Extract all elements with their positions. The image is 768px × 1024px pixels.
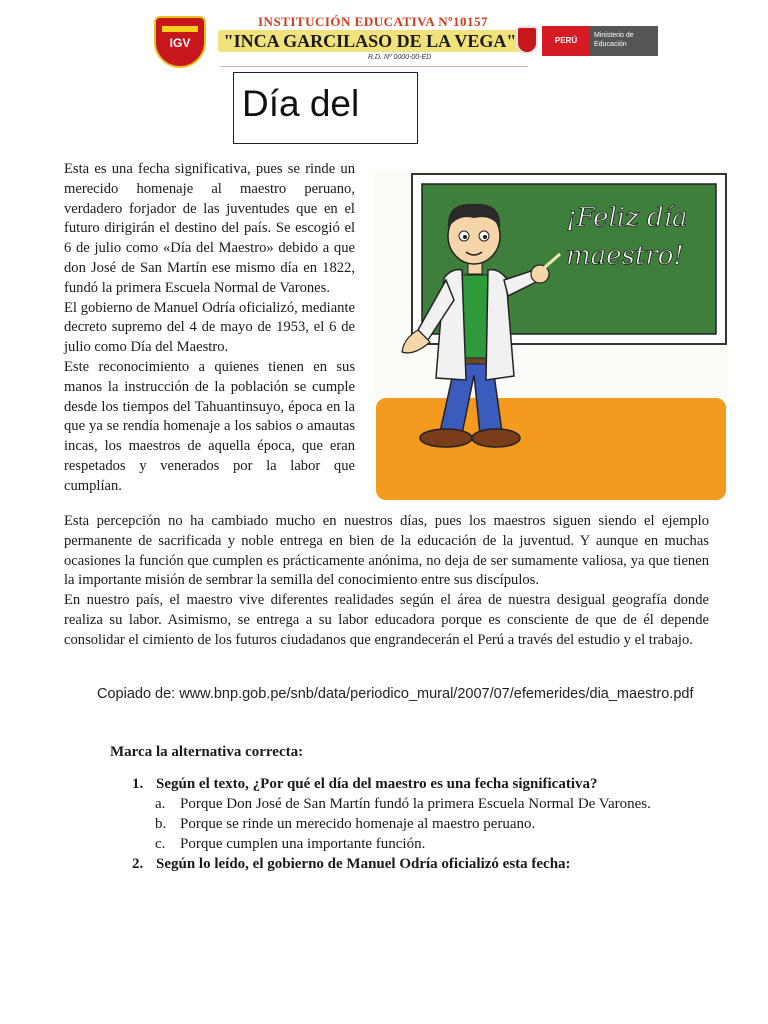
- school-logo: [154, 16, 206, 68]
- floor: [376, 398, 726, 500]
- teacher-illustration-svg: [374, 170, 727, 502]
- option-letter: c.: [155, 836, 166, 852]
- question-1: [110, 774, 670, 794]
- quiz-heading: Marca la alternativa correcta:: [110, 744, 304, 760]
- logo-stripe: [162, 26, 198, 32]
- question-number: 1.: [132, 776, 144, 792]
- peru-shield-icon: [516, 26, 538, 54]
- option-text: Porque se rinde un merecido homenaje al maestro peruano.: [180, 816, 536, 832]
- board-text-line1: ¡Feliz día: [566, 203, 688, 233]
- question-text: Según lo leído, el gobierno de Manuel Odría oficializó esta fecha:: [156, 856, 571, 872]
- option-text: Porque Don José de San Martín fundó la primera Escuela Normal De Varones.: [180, 796, 651, 812]
- peru-label: PERÚ: [542, 26, 590, 56]
- paragraph: Esta es una fecha significativa, pues se rinde un merecido homenaje al maestro peruano, verdadero forjador de las juventudes que en el futuro dirigirán el destino del país. Se escogió el 6 de julio como «Día del Maestro» debido a que don José de San Martín ese mismo día en 1822, fundó la primera Escuela Normal de Varones.: [64, 161, 355, 296]
- option-1b[interactable]: [110, 814, 670, 834]
- reading-text-column: [64, 160, 355, 497]
- school-institution-label: INSTITUCIÓN EDUCATIVA Nº10157: [258, 14, 488, 29]
- school-resolution: R.D. Nº 0000-00-ED: [368, 54, 432, 61]
- paragraph: Este reconocimiento a quienes tienen en sus manos la instrucción de la población se cumple desde los tiempos del Tahuantinsuyo, época en la que ya se rendía homenaje a los sabios o amautas incas, los maestros de aquella época, que eran respetados y venerados por la labor que cumplían.: [64, 358, 355, 494]
- option-1c[interactable]: [110, 834, 670, 854]
- paragraph: Esta percepción no ha cambiado mucho en nuestros días, pues los maestros siguen siendo el ejemplo permanente de sacrificada y noble entrega en bien de la educación de la juventud. Y aunque en muchas ocasiones la función que cumplen es prácticamente anónima, no deja de ser sumamente valiosa, ya que tienen la importante misión de sembrar la semilla del conocimiento entre sus discípulos.: [64, 513, 709, 589]
- logo-abbreviation: IGV: [169, 36, 191, 50]
- question-2: [110, 854, 670, 874]
- school-name: "INCA GARCILASO DE LA VEGA": [218, 30, 522, 52]
- reading-text-wide: [64, 512, 709, 651]
- option-letter: b.: [155, 816, 167, 832]
- teacher-illustration: [374, 170, 727, 502]
- ministry-logo: [516, 26, 658, 56]
- page-title: Día del: [242, 83, 360, 124]
- paragraph: En nuestro país, el maestro vive diferentes realidades según el área de nuestra desigual geografía donde realiza su labor. Asimismo, se entrega a su labor educadora porque es consciente de que de él depende consolidar el cimiento de los futuros ciudadanos que engrandecerán el Perú a través del estudio y el trabajo.: [64, 592, 709, 648]
- board-text-line2: maestro!: [566, 241, 684, 271]
- option-1a[interactable]: [110, 794, 670, 814]
- question-number: 2.: [132, 856, 144, 872]
- option-letter: a.: [155, 796, 166, 812]
- school-banner: [218, 14, 522, 66]
- source-citation: Copiado de: www.bnp.gob.pe/snb/data/periodico_mural/2007/07/efemerides/dia_maestro.pdf: [97, 686, 694, 702]
- question-text: Según el texto, ¿Por qué el día del maestro es una fecha significativa?: [156, 776, 598, 792]
- option-text: Porque cumplen una importante función.: [180, 836, 426, 852]
- paragraph: El gobierno de Manuel Odría oficializó, mediante decreto supremo del 4 de mayo de 1953, el 6 de julio como Día del Maestro.: [64, 299, 355, 356]
- ministry-label: Ministerio de Educación: [590, 26, 658, 56]
- school-header: [150, 12, 660, 70]
- title-box: [233, 72, 418, 144]
- quiz-section: [110, 742, 670, 874]
- header-divider: [220, 66, 528, 67]
